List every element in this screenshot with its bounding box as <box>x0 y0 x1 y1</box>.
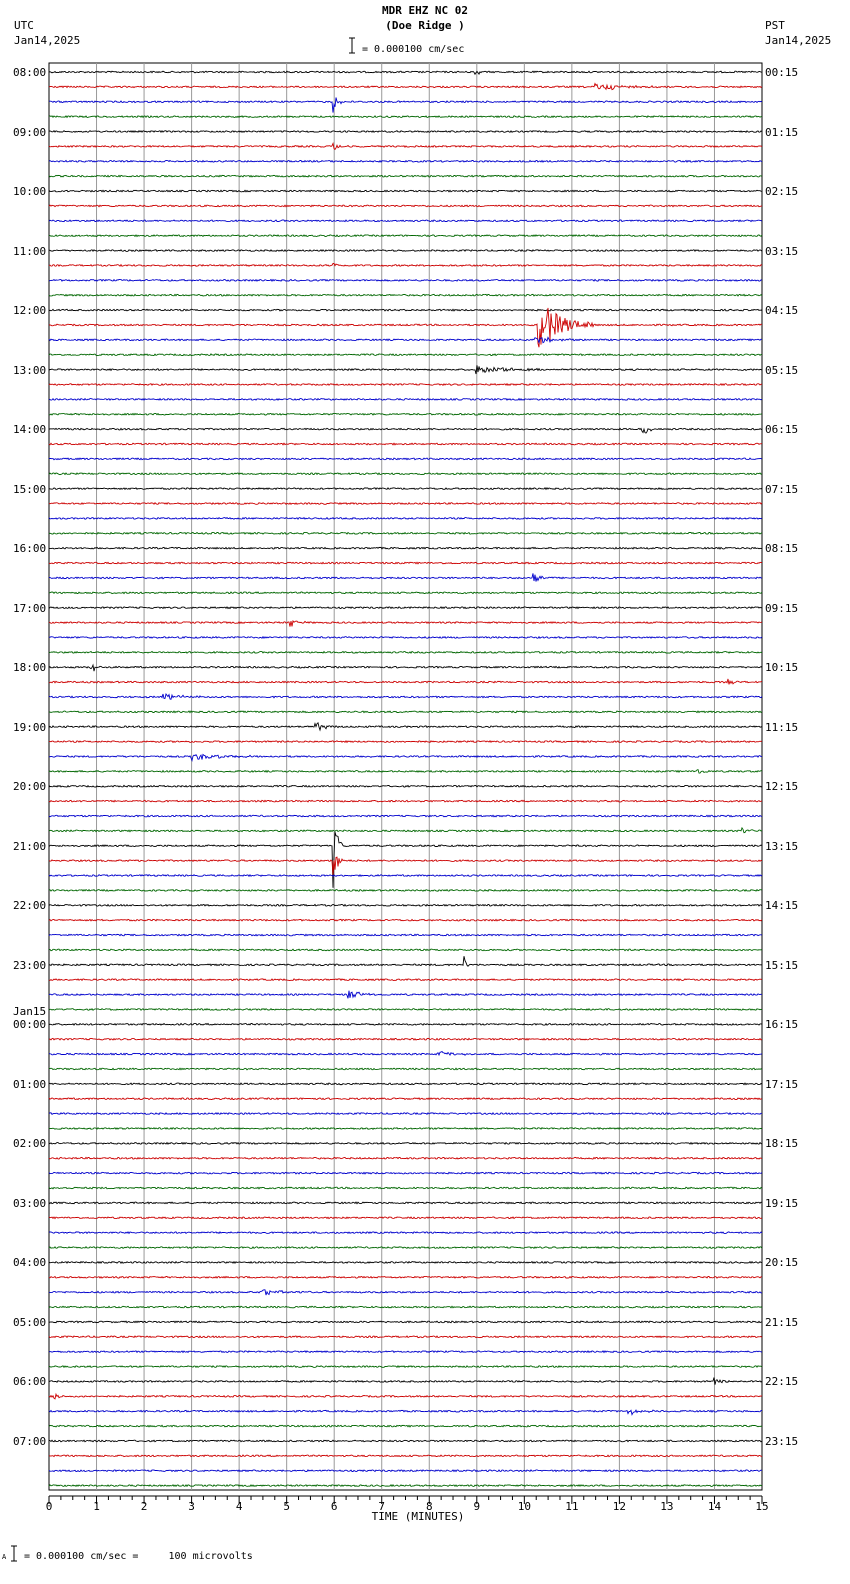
left-date: Jan14,2025 <box>14 34 81 47</box>
x-tick-label: 11 <box>565 1500 579 1513</box>
pst-hour-label: 01:15 <box>765 125 799 139</box>
pst-hour-label: 07:15 <box>765 482 799 496</box>
pst-hour-label: 06:15 <box>765 423 799 437</box>
trace-5 <box>49 144 762 150</box>
utc-hour-label: 05:00 <box>13 1315 47 1329</box>
trace-40 <box>49 665 762 671</box>
trace-22 <box>49 399 762 401</box>
trace-2 <box>49 98 762 113</box>
right-date: Jan14,2025 <box>765 34 832 47</box>
trace-33 <box>49 562 762 564</box>
pst-hour-label: 17:15 <box>765 1077 799 1091</box>
trace-37 <box>49 621 762 627</box>
trace-50 <box>49 815 762 817</box>
trace-3 <box>49 116 762 118</box>
trace-19 <box>49 354 762 356</box>
station-title: MDR EHZ NC 02 <box>381 4 469 17</box>
utc-hour-label: 16:00 <box>13 542 47 556</box>
trace-48 <box>49 785 762 787</box>
utc-hour-label: 14:00 <box>13 423 47 437</box>
trace-31 <box>49 533 762 535</box>
trace-28 <box>49 488 762 490</box>
x-tick-label: 14 <box>707 1500 722 1513</box>
trace-32 <box>49 547 762 549</box>
trace-57 <box>49 919 762 921</box>
pst-hour-label: 00:15 <box>765 66 799 79</box>
utc-hour-label: 17:00 <box>13 601 47 615</box>
plot-frame <box>49 63 762 1490</box>
trace-15 <box>49 294 762 296</box>
utc-hour-label: 19:00 <box>13 720 47 734</box>
trace-75 <box>49 1187 762 1189</box>
utc-hour-label: 10:00 <box>13 185 47 199</box>
trace-24 <box>49 428 762 433</box>
trace-91 <box>49 1425 762 1427</box>
pst-hour-label: 19:15 <box>765 1196 799 1210</box>
pst-hour-label: 22:15 <box>765 1375 799 1389</box>
trace-55 <box>49 890 762 892</box>
trace-94 <box>49 1470 762 1472</box>
x-tick-label: 4 <box>235 1500 243 1513</box>
pst-hour-label: 15:15 <box>765 958 799 972</box>
trace-35 <box>49 592 762 594</box>
x-tick-label: 12 <box>612 1500 627 1513</box>
trace-82 <box>49 1290 762 1295</box>
utc-hour-label: 22:00 <box>13 899 47 913</box>
footer-scale-note: = 0.000100 cm/sec = 100 microvolts <box>24 1551 253 1562</box>
trace-63 <box>49 1009 762 1011</box>
trace-17 <box>49 308 762 347</box>
trace-1 <box>49 84 762 90</box>
trace-42 <box>49 694 762 699</box>
trace-68 <box>49 1083 762 1085</box>
footer-marker: A <box>2 1553 7 1561</box>
trace-49 <box>49 800 762 802</box>
trace-80 <box>49 1262 762 1264</box>
trace-64 <box>49 1024 762 1026</box>
pst-hour-label: 21:15 <box>765 1315 799 1329</box>
utc-hour-label: 21:00 <box>13 839 47 853</box>
utc-hour-label: 09:00 <box>13 125 47 139</box>
trace-43 <box>49 711 762 713</box>
trace-12 <box>49 250 762 252</box>
trace-72 <box>49 1143 762 1145</box>
trace-95 <box>49 1485 762 1487</box>
trace-13 <box>49 264 762 267</box>
x-tick-label: 6 <box>330 1500 338 1513</box>
right-timezone: PST <box>765 19 785 32</box>
trace-47 <box>49 770 762 774</box>
trace-29 <box>49 503 762 505</box>
scale-legend: = 0.000100 cm/sec <box>362 44 465 55</box>
utc-hour-label: 01:00 <box>13 1077 47 1091</box>
utc-hour-label: 02:00 <box>13 1137 47 1151</box>
trace-65 <box>49 1038 762 1040</box>
trace-89 <box>49 1394 762 1399</box>
trace-69 <box>49 1098 762 1100</box>
x-axis-title: TIME (MINUTES) <box>371 1510 465 1523</box>
trace-92 <box>49 1440 762 1442</box>
trace-77 <box>49 1217 762 1219</box>
pst-hour-label: 02:15 <box>765 185 799 199</box>
x-tick-label: 2 <box>140 1500 148 1513</box>
trace-86 <box>49 1351 762 1353</box>
utc-hour-label: 12:00 <box>13 304 47 318</box>
pst-hour-label: 13:15 <box>765 839 799 853</box>
trace-73 <box>49 1157 762 1159</box>
trace-20 <box>49 365 762 374</box>
pst-hour-label: 08:15 <box>765 542 799 556</box>
utc-date-change-label: Jan15 <box>13 1005 47 1019</box>
trace-71 <box>49 1128 762 1130</box>
trace-74 <box>49 1172 762 1174</box>
x-tick-label: 0 <box>45 1500 53 1513</box>
time-grid <box>49 63 762 1490</box>
trace-9 <box>49 205 762 207</box>
seismic-traces <box>49 71 762 1486</box>
x-tick-label: 5 <box>283 1500 290 1513</box>
trace-67 <box>49 1068 762 1070</box>
trace-76 <box>49 1202 762 1204</box>
trace-30 <box>49 518 762 520</box>
trace-34 <box>49 573 762 581</box>
x-tick-label: 10 <box>517 1500 531 1513</box>
trace-79 <box>49 1247 762 1249</box>
pst-hour-label: 23:15 <box>765 1434 799 1448</box>
trace-0 <box>49 71 762 74</box>
utc-hour-label: 06:00 <box>13 1375 47 1389</box>
trace-53 <box>49 857 762 875</box>
trace-66 <box>49 1052 762 1056</box>
x-tick-label: 7 <box>378 1500 386 1513</box>
trace-41 <box>49 679 762 685</box>
x-tick-label: 8 <box>425 1500 433 1513</box>
trace-58 <box>49 934 762 936</box>
trace-83 <box>49 1306 762 1308</box>
trace-7 <box>49 175 762 177</box>
pst-hour-label: 16:15 <box>765 1018 799 1032</box>
trace-93 <box>49 1455 762 1457</box>
utc-hour-label: 18:00 <box>13 661 47 675</box>
trace-4 <box>49 131 762 133</box>
trace-44 <box>49 723 762 730</box>
utc-hour-label: 07:00 <box>13 1434 47 1448</box>
station-location: (Doe Ridge ) <box>385 19 465 32</box>
pst-hour-label: 05:15 <box>765 363 799 377</box>
trace-36 <box>49 607 762 609</box>
pst-hour-label: 18:15 <box>765 1137 799 1151</box>
trace-25 <box>49 443 762 445</box>
x-tick-label: 15 <box>755 1500 769 1513</box>
pst-hour-label: 20:15 <box>765 1256 799 1270</box>
utc-hour-label: 13:00 <box>13 363 47 377</box>
trace-14 <box>49 280 762 282</box>
trace-70 <box>49 1113 762 1115</box>
pst-hour-label: 14:15 <box>765 899 799 913</box>
trace-8 <box>49 190 762 192</box>
x-tick-label: 3 <box>188 1500 195 1513</box>
x-tick-label: 9 <box>473 1500 481 1513</box>
utc-hour-label: 15:00 <box>13 482 47 496</box>
trace-51 <box>49 828 762 833</box>
trace-27 <box>49 473 762 475</box>
pst-hour-label: 12:15 <box>765 780 799 794</box>
trace-46 <box>49 755 762 761</box>
trace-88 <box>49 1378 762 1385</box>
x-tick-label: 13 <box>660 1500 674 1513</box>
trace-56 <box>49 905 762 907</box>
trace-16 <box>49 309 762 311</box>
trace-59 <box>49 949 762 951</box>
x-tick-label: 1 <box>93 1500 100 1513</box>
trace-21 <box>49 384 762 386</box>
trace-39 <box>49 652 762 654</box>
scale-bar-icon <box>349 38 355 53</box>
utc-hour-label: 11:00 <box>13 244 47 258</box>
trace-81 <box>49 1277 762 1279</box>
pst-hour-label: 09:15 <box>765 601 799 615</box>
trace-85 <box>49 1336 762 1338</box>
trace-87 <box>49 1366 762 1368</box>
trace-78 <box>49 1232 762 1234</box>
pst-hour-label: 03:15 <box>765 244 799 258</box>
trace-45 <box>49 741 762 743</box>
utc-hour-label: 08:00 <box>13 66 47 79</box>
utc-hour-label: 23:00 <box>13 958 47 972</box>
trace-18 <box>49 337 762 342</box>
pst-hour-label: 04:15 <box>765 304 799 318</box>
trace-90 <box>49 1410 762 1415</box>
pst-hour-label: 11:15 <box>765 720 799 734</box>
trace-61 <box>49 979 762 981</box>
trace-26 <box>49 458 762 460</box>
trace-60 <box>49 956 762 966</box>
utc-hour-label: 00:00 <box>13 1018 47 1032</box>
utc-hour-label: 20:00 <box>13 780 47 794</box>
utc-hour-label: 03:00 <box>13 1196 47 1210</box>
trace-23 <box>49 413 762 415</box>
trace-84 <box>49 1321 762 1323</box>
utc-hour-label: 04:00 <box>13 1256 47 1270</box>
trace-54 <box>49 875 762 877</box>
trace-10 <box>49 220 762 222</box>
trace-38 <box>49 637 762 639</box>
pst-hour-label: 10:15 <box>765 661 799 675</box>
left-timezone: UTC <box>14 19 34 32</box>
x-axis <box>49 1496 762 1504</box>
trace-62 <box>49 991 762 999</box>
trace-11 <box>49 235 762 237</box>
footer-scale-icon <box>11 1546 17 1561</box>
trace-6 <box>49 161 762 163</box>
